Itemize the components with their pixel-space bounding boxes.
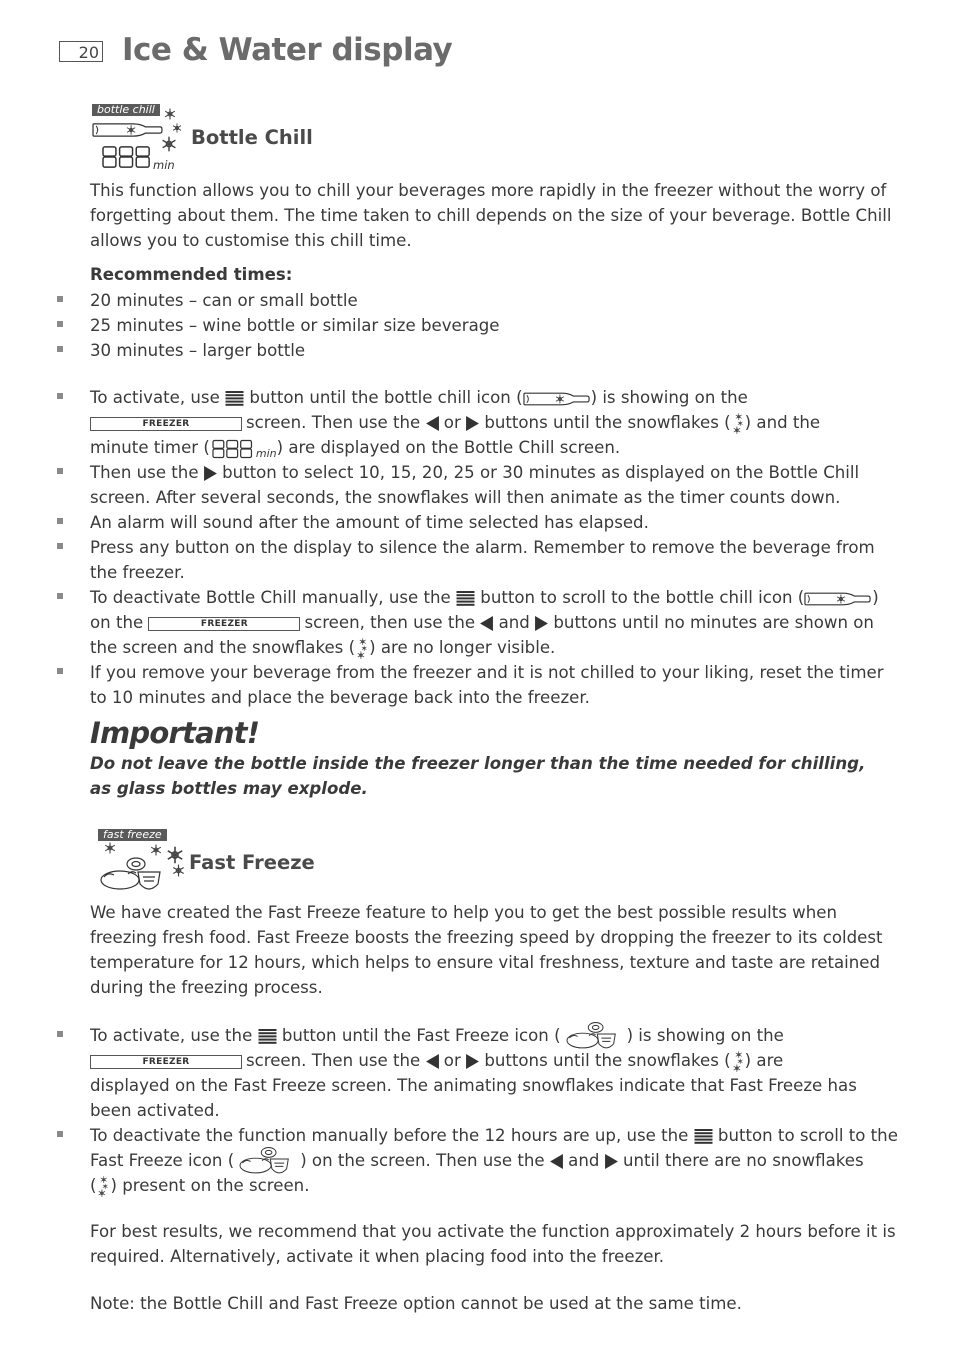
right-arrow-button-icon [605,1154,618,1169]
fast-freeze-food-icon [98,850,170,894]
deactivate-fast-freeze-instructions: To deactivate the function manually before the 12 hours are up, use the button to scroll to the Fast Freeze icon ( ) on the screen. Then use the and until there are no snowflakes ( ) present on the screen. [90,1123,900,1198]
snowflakes-icon [96,1176,110,1198]
recommended-times-label: Recommended times: [90,265,293,284]
snowflake-icon [172,123,182,133]
fast-freeze-tag: fast freeze [98,829,167,841]
snowflake-icon [164,108,176,120]
snowflakes-icon [731,413,745,435]
fast-freeze-icon [234,1141,300,1177]
bullet-marker [57,1031,63,1037]
deactivate-bottle-chill-instructions: To deactivate Bottle Chill manually, use the button to scroll to the bottle chill icon ( ) on the FREEZER screen, then use the and buttons until no minutes are shown on the screen and the snowflakes ( ) are no longer visible. [90,585,900,660]
bottle-chill-icon [523,390,591,408]
minute-timer-icon [210,439,256,459]
freezer-screen-label: FREEZER [90,1055,242,1069]
snowflakes-icon [731,1051,745,1073]
menu-button-icon [456,591,475,606]
right-arrow-button-icon [466,1054,479,1069]
best-results-text: For best results, we recommend that you activate the function approximately 2 hours before it is required. Alternatively, activate it when placing food into the freezer. [90,1222,896,1266]
bullet-marker [57,321,63,327]
snowflake-icon [172,864,185,877]
alarm-text: An alarm will sound after the amount of time selected has elapsed. [90,513,649,532]
bullet-marker [57,346,63,352]
bullet-marker [57,518,63,524]
bottle-chill-tag: bottle chill [92,104,160,116]
menu-button-icon [694,1129,713,1144]
select-minutes-instructions: Then use the button to select 10, 15, 20, 25 or 30 minutes as displayed on the Bottle Chill screen. After several seconds, the snowflakes will then animate as the timer counts down. [90,463,860,507]
bottle-chill-intro: This function allows you to chill your beverages more rapidly in the freezer without the worry of forgetting about them. The time taken to chill depends on the size of your beverage. Bottle Chill allows you to customise this chill time. [90,181,892,250]
timer-unit: min [153,158,175,172]
bullet-marker [57,468,63,474]
bottle-chill-icon [804,590,872,608]
right-arrow-button-icon [535,616,548,631]
left-arrow-button-icon [426,1054,439,1069]
page-number: 20 [59,41,103,62]
bullet-marker [57,593,63,599]
fast-freeze-icon [561,1016,627,1052]
minute-timer-digits-icon [102,145,152,169]
left-arrow-button-icon [550,1154,563,1169]
left-arrow-button-icon [480,616,493,631]
snowflake-icon [161,136,177,152]
fast-freeze-heading: Fast Freeze [189,851,315,874]
note-text: Note: the Bottle Chill and Fast Freeze option cannot be used at the same time. [90,1294,742,1313]
activate-bottle-chill-instructions: To activate, use button until the bottle chill icon ( ) is showing on the FREEZER screen. Then use the or buttons until the snowflakes ( ) and the minute timer ( $_{min}$) are displayed on the Bottle Chill screen. [90,388,821,460]
fast-freeze-intro: We have created the Fast Freeze feature to help you to get the best possible results when freezing fresh food. Fast Freeze boosts the freezing speed by dropping the freezer to its coldest temperature for 12 hours, which helps to ensure vital freshness, texture and taste are retained during the freezing process. [90,903,883,997]
page-title: Ice & Water display [122,32,453,68]
bullet-marker [57,668,63,674]
recommended-item: 20 minutes – can or small bottle [90,291,358,310]
reset-timer-text: If you remove your beverage from the freezer and it is not chilled to your liking, reset the timer to 10 minutes and place the beverage back into the freezer. [90,663,884,707]
bullet-marker [57,393,63,399]
menu-button-icon [225,391,244,406]
right-arrow-button-icon [204,466,217,481]
silence-alarm-text: Press any button on the display to silence the alarm. Remember to remove the beverage from the freezer. [90,538,875,582]
menu-button-icon [258,1029,277,1044]
bottle-icon [92,120,164,140]
bottle-chill-heading: Bottle Chill [191,126,313,149]
freezer-screen-label: FREEZER [90,417,242,431]
activate-fast-freeze-instructions: To activate, use the button until the Fast Freeze icon ( ) is showing on the FREEZER screen. Then use the or buttons until the snowflakes ( ) are displayed on the Fast Freeze screen. The animating snowflakes indicate that Fast Freeze has been activated. [90,1023,900,1123]
recommended-item: 30 minutes – larger bottle [90,341,306,360]
left-arrow-button-icon [426,416,439,431]
important-heading: Important! [90,716,260,750]
right-arrow-button-icon [466,416,479,431]
bullet-marker [57,1131,63,1137]
bullet-marker [57,543,63,549]
freezer-screen-label: FREEZER [148,617,300,631]
recommended-item: 25 minutes – wine bottle or similar size beverage [90,316,500,335]
important-warning: Do not leave the bottle inside the freezer longer than the time needed for chilling, as glass bottles may explode. [90,754,866,798]
bullet-marker [57,296,63,302]
snowflakes-icon [355,638,369,660]
